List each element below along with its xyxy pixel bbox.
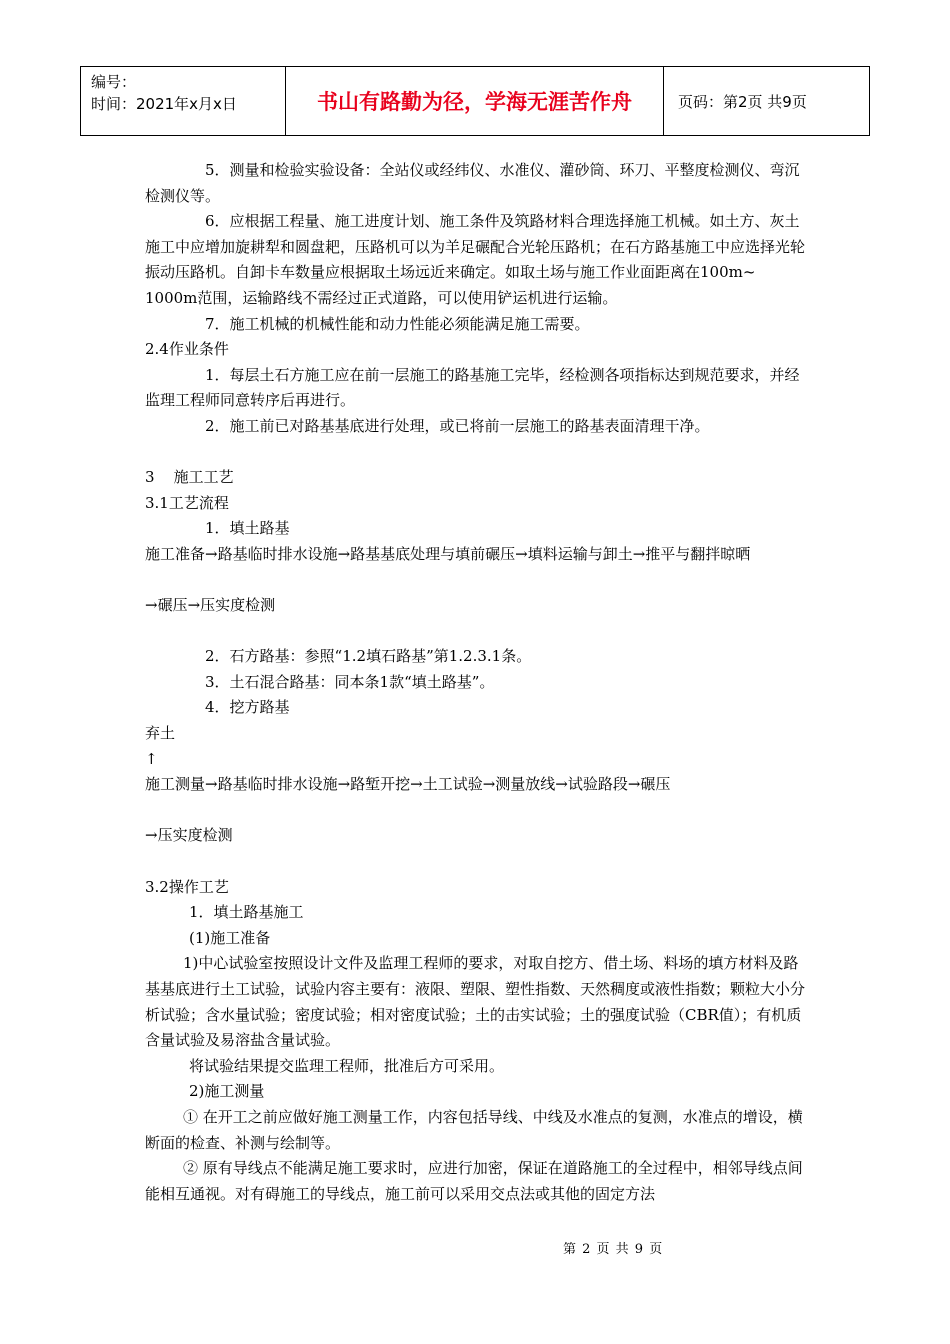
header-meta xyxy=(81,67,286,135)
paragraph-lab-tests: 1)中心试验室按照设计文件及监理工程师的要求，对取自挖方、借土场、料场的填方材料及路基基底进行土工试验，试验内容主要有：液限、塑限、塑性指数、天然稠度或液性指数；颗粒大小分析试验；含水量试验；密度试验；相对密度试验；土的击实试验；土的强度试验（CBR值）；有机质含量试验及易溶盐含量试验。 xyxy=(145,954,806,1050)
paragraph-performance: 7．施工机械的机械性能和动力性能必须能满足施工需要。 xyxy=(205,314,590,333)
heading-2-4: 2.4作业条件 xyxy=(145,340,229,359)
date-label: 时间：2021年x月x日 xyxy=(91,95,237,113)
paragraph-condition-2: 2．施工前已对路基基底进行处理，或已将前一层施工的路基表面清理干净。 xyxy=(205,416,710,435)
flow-cut-line-2: →压实度检测 xyxy=(145,826,233,845)
footer-page-number: 第 2 页 共 9 页 xyxy=(563,1242,664,1257)
heading-3-1: 3.1工艺流程 xyxy=(145,493,229,512)
paragraph-survey-1: ① 在开工之前应做好施工测量工作，内容包括导线、中线及水准点的复测，水准点的增设，横断面的检查、补测与绘制等。 xyxy=(145,1107,803,1152)
paragraph-equipment: 5．测量和检验实验设备：全站仪或经纬仪、水准仪、灌砂筒、环刀、平整度检测仪、弯沉检测仪等。 xyxy=(145,161,800,205)
heading-3: 3 施工工艺 xyxy=(145,468,234,487)
fill-subgrade-title: 1．填土路基 xyxy=(205,519,290,538)
paragraph-survey-2: ② 原有导线点不能满足施工要求时，应进行加密，保证在道路施工的全过程中，相邻导线点间能相互通视。对有碍施工的导线点，施工前可以采用交点法或其他的固定方法 xyxy=(145,1159,803,1203)
paragraph-machinery: 6．应根据工程量、施工进度计划、施工条件及筑路材料合理选择施工机械。如土方、灰土施工中应增加旋耕犁和圆盘耙，压路机可以为羊足碾配合光轮压路机；在石方路基施工中应选择光轮振动压路机。自卸卡车数量应根据取土场远近来确定。如取土场与施工作业面距离在100m~ 1000m范围，运输路线不需经过正式道路，可以使用铲运机进行运输。 xyxy=(145,212,806,307)
operation-1-1: (1)施工准备 xyxy=(189,928,271,947)
flow-fill-line-1: 施工准备→路基临时排水设施→路基基底处理与填前碾压→填料运输与卸土→推平与翻拌晾晒 xyxy=(145,544,751,563)
up-arrow: ↑ xyxy=(145,749,158,768)
heading-3-2: 3.2操作工艺 xyxy=(145,877,229,896)
flow-fill-line-2: →碾压→压实度检测 xyxy=(145,596,276,615)
operation-1: 1．填土路基施工 xyxy=(189,903,304,922)
header-page-label: 页码：第2页 共9页 xyxy=(678,92,807,111)
code-label: 编号： xyxy=(91,73,137,91)
header-motto: 书山有路勤为径，学海无涯苦作舟 xyxy=(286,67,664,135)
page-header xyxy=(80,66,870,136)
survey-title: 2)施工测量 xyxy=(189,1082,265,1101)
flow-cut-line-1: 施工测量→路基临时排水设施→路堑开挖→土工试验→测量放线→试验路段→碾压 xyxy=(145,775,671,794)
rock-subgrade: 2．石方路基：参照“1.2填石路基”第1.2.3.1条。 xyxy=(205,647,532,666)
document-body xyxy=(145,158,810,1207)
mixed-subgrade: 3．土石混合路基：同本条1款“填土路基”。 xyxy=(205,672,495,691)
cut-subgrade-title: 4．挖方路基 xyxy=(205,698,290,717)
spoil-label: 弃土 xyxy=(145,724,176,743)
paragraph-submit: 将试验结果提交监理工程师，批准后方可采用。 xyxy=(189,1056,505,1075)
paragraph-condition-1: 1．每层土石方施工应在前一层施工的路基施工完毕，经检测各项指标达到规范要求，并经监理工程师同意转序后再进行。 xyxy=(145,365,800,410)
